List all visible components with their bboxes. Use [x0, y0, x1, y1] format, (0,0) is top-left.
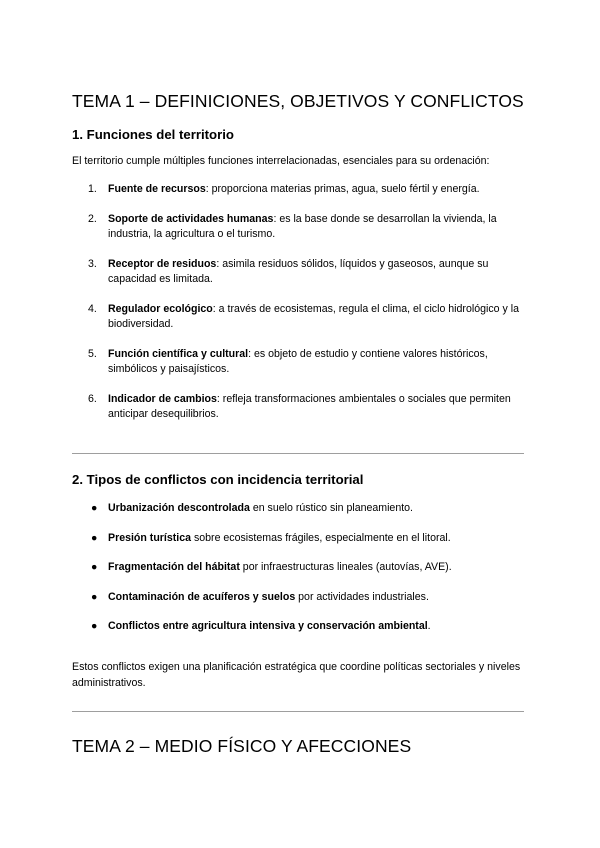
item-term: Urbanización descontrolada — [108, 502, 250, 514]
item-term: Soporte de actividades humanas — [108, 212, 274, 225]
bullet-icon: ● — [91, 590, 98, 603]
item-text: en suelo rústico sin planeamiento. — [249, 502, 413, 514]
item-term: Fuente de recursos — [108, 183, 206, 195]
section2-heading: 2. Tipos de conflictos con incidencia territorial — [72, 472, 364, 487]
list-number: 5. — [88, 347, 97, 360]
divider — [72, 453, 524, 454]
list-item — [72, 212, 528, 243]
list-item — [72, 257, 528, 288]
list-item — [72, 619, 528, 635]
item-text: : es objeto de estudio y contiene valores históricos, simbólicos y paisajísticos. — [108, 347, 488, 375]
list-number: 1. — [88, 183, 97, 195]
item-term: Contaminación de acuíferos y suelos — [108, 590, 296, 603]
list-item — [72, 182, 528, 198]
list-item — [72, 531, 528, 547]
list-item — [72, 392, 528, 423]
item-term: Regulador ecológico — [108, 302, 213, 315]
list-item — [72, 302, 528, 333]
item-term: Función científica y cultural — [108, 347, 249, 360]
list-item — [72, 501, 528, 517]
item-term: Fragmentación del hábitat — [108, 561, 240, 573]
conflicts-list — [72, 501, 528, 635]
bullet-icon: ● — [91, 561, 98, 573]
section2-closing: Estos conflictos exigen una planificación estratégica que coordine políticas sectoriales y niveles administrativos. — [72, 661, 521, 689]
tema2-title: TEMA 2 – MEDIO FÍSICO Y AFECCIONES — [72, 736, 412, 756]
item-text: : asimila residuos sólidos, líquidos y gaseosos, aunque su capacidad es limitada. — [108, 257, 489, 285]
item-term: Conflictos entre agricultura intensiva y conservación ambiental — [108, 620, 428, 632]
list-number: 2. — [88, 212, 97, 225]
item-term: Presión turística — [108, 531, 192, 544]
list-item — [72, 590, 528, 606]
bullet-icon: ● — [91, 531, 98, 544]
list-number: 3. — [88, 257, 97, 270]
item-term: Receptor de residuos — [108, 257, 217, 270]
item-text: : proporciona materias primas, agua, suelo fértil y energía. — [205, 183, 480, 195]
item-text: : es la base donde se desarrollan la vivienda, la industria, la agricultura o el turismo. — [108, 212, 497, 240]
functions-list — [72, 182, 528, 423]
item-term: Indicador de cambios — [108, 392, 217, 405]
section1-intro: El territorio cumple múltiples funciones interrelacionadas, esenciales para su ordenación: — [72, 155, 490, 167]
divider — [72, 711, 524, 712]
item-text: por infraestructuras lineales (autovías, AVE). — [239, 561, 452, 573]
section1-heading: 1. Funciones del territorio — [72, 127, 234, 142]
list-item — [72, 347, 528, 378]
item-text: : refleja transformaciones ambientales o sociales que permiten anticipar desequilibrios. — [108, 392, 511, 420]
list-number: 4. — [88, 302, 97, 315]
bullet-icon: ● — [91, 502, 98, 514]
list-number: 6. — [88, 392, 97, 405]
list-item — [72, 560, 528, 576]
item-text: por actividades industriales. — [295, 590, 429, 603]
bullet-icon: ● — [91, 620, 98, 632]
tema1-title: TEMA 1 – DEFINICIONES, OBJETIVOS Y CONFLICTOS — [72, 91, 524, 111]
item-text: sobre ecosistemas frágiles, especialmente en el litoral. — [191, 531, 451, 544]
item-text: : a través de ecosistemas, regula el clima, el ciclo hidrológico y la biodiversidad. — [108, 302, 519, 330]
item-text: . — [427, 620, 431, 632]
